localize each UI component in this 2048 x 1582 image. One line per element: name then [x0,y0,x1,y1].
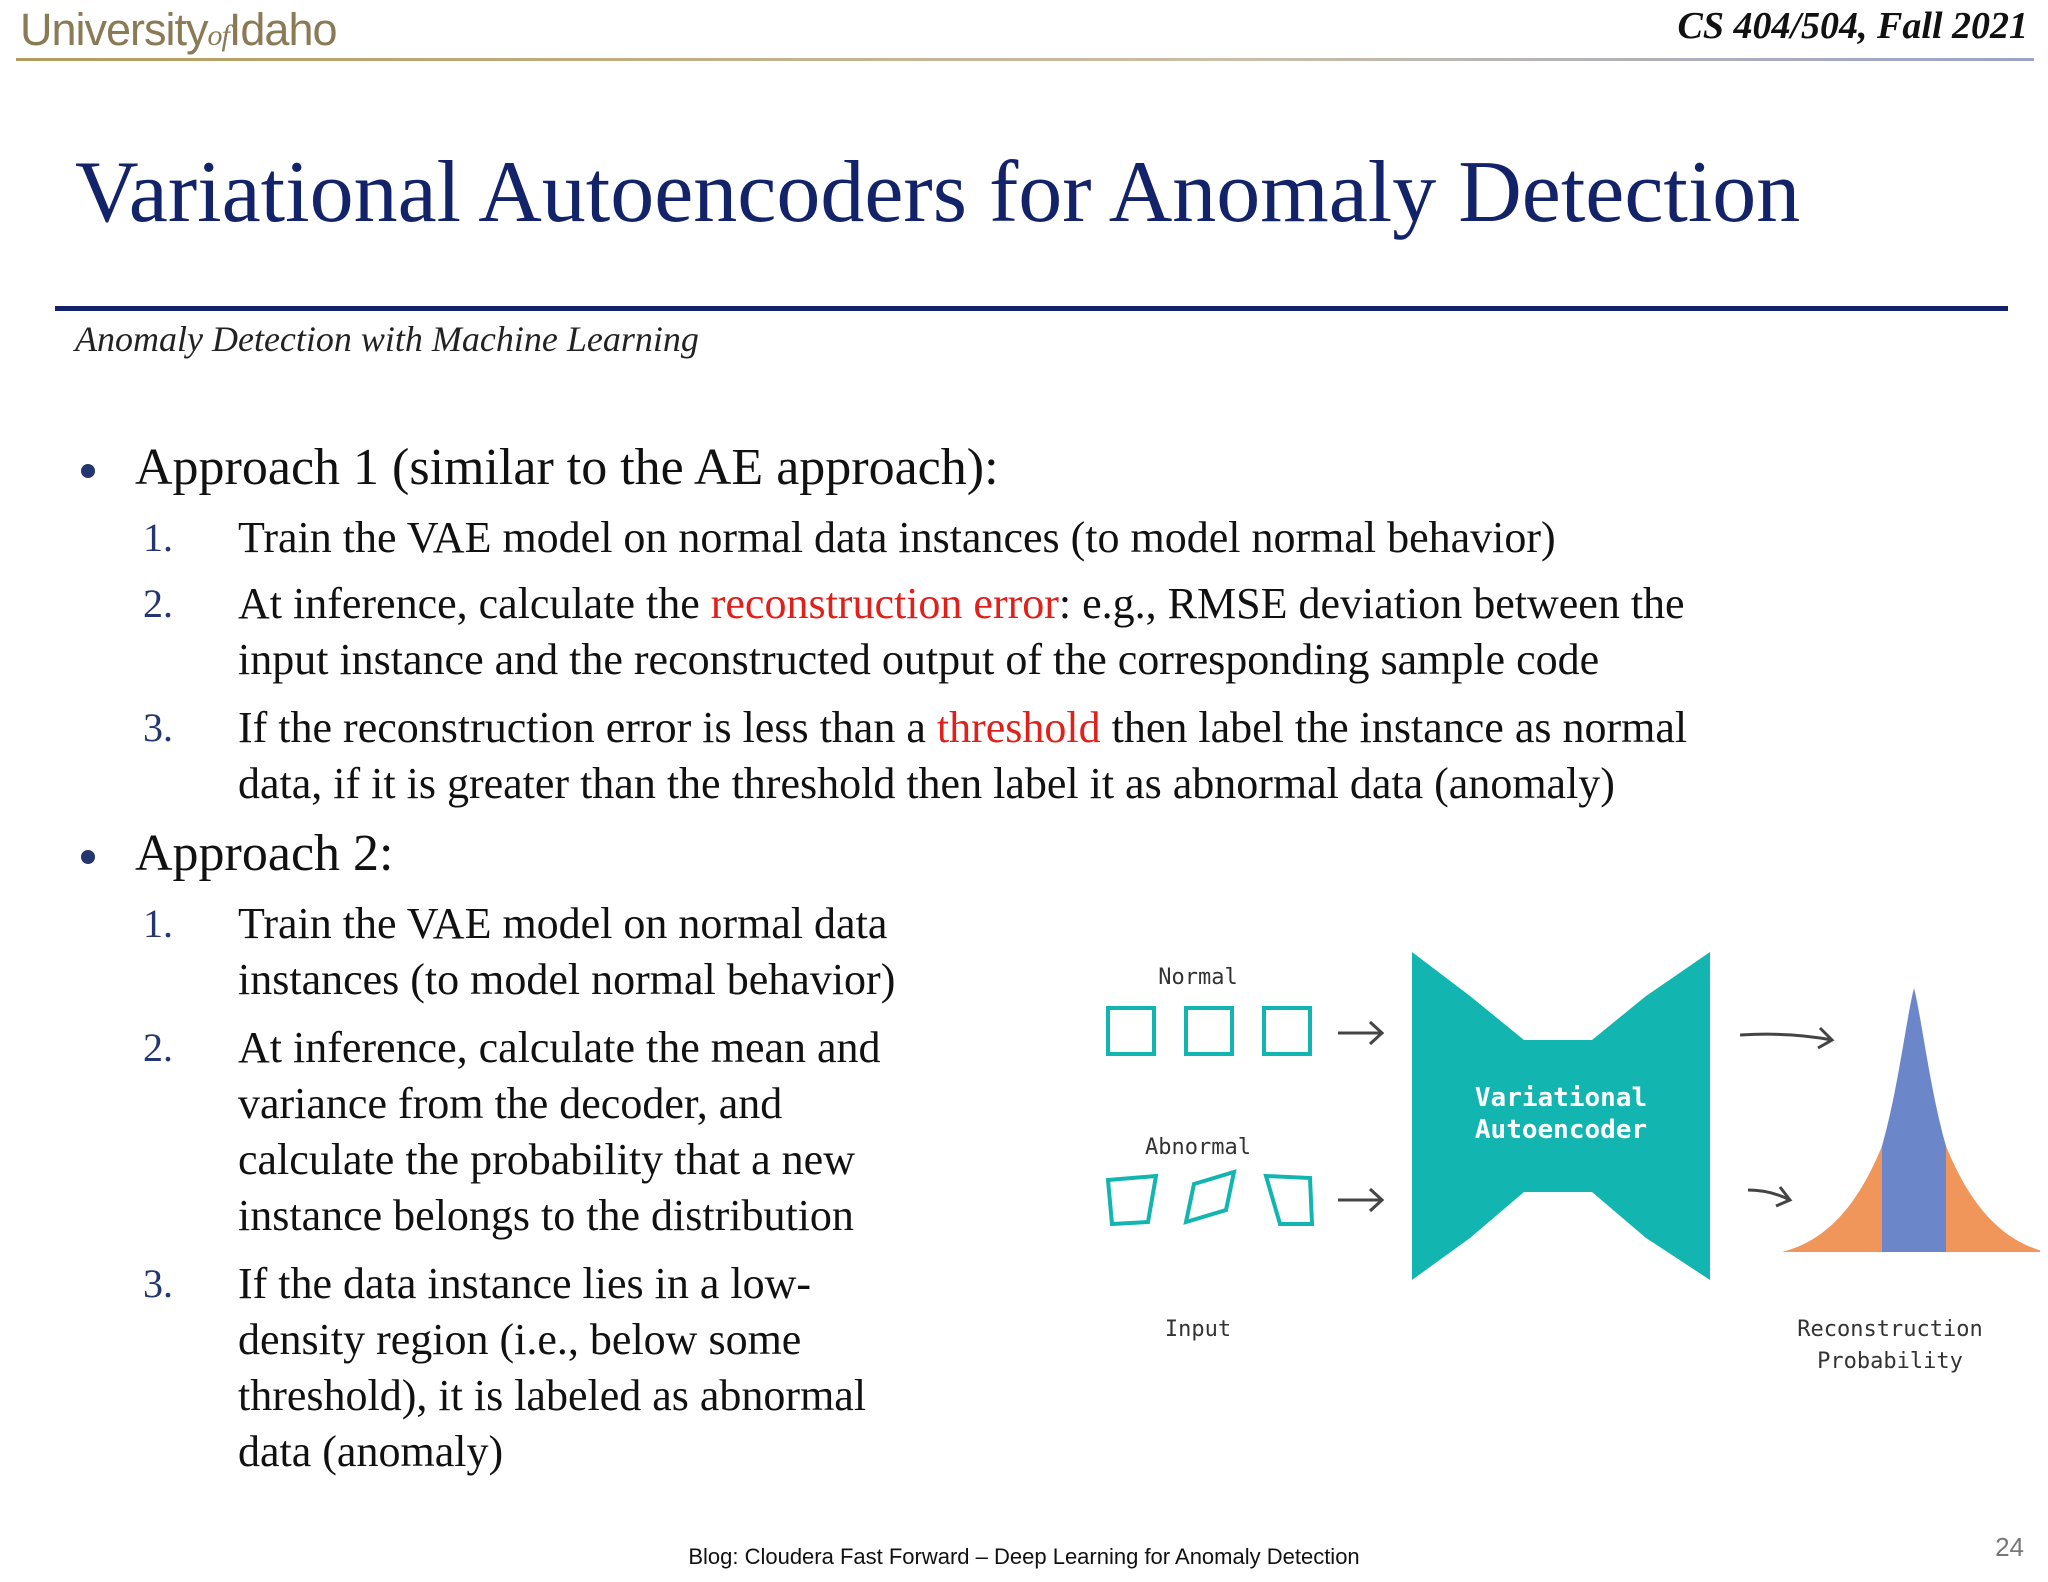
abnormal-shape-icon [1108,1176,1156,1224]
title-divider [55,306,2008,311]
abnormal-label: Abnormal [1145,1135,1251,1160]
logo-text-idaho: Idaho [228,4,337,55]
item-text: At inference, calculate the [238,579,711,628]
item-line: density region (i.e., below some [238,1315,802,1364]
abnormal-input-shapes [1108,1172,1312,1224]
logo-text-university: University [20,4,208,55]
arrow-right-icon [1338,1022,1382,1044]
vae-label-line-1: Variational [1474,1083,1648,1113]
item-text: then label the instance as normal [1100,703,1688,752]
item-number: 1. [143,901,173,946]
highlight-reconstruction-error: reconstruction error [710,579,1059,628]
item-line: instances (to model normal behavior) [238,955,896,1004]
item-line: If the data instance lies in a low- [238,1259,812,1308]
low-density-right [1946,1146,2040,1252]
input-label: Input [1164,1317,1232,1342]
item-line: calculate the probability that a new [238,1135,855,1184]
item-text: : e.g., RMSE deviation between the [1058,579,1685,628]
normal-square-icon [1264,1008,1310,1054]
normal-square-icon [1108,1008,1154,1054]
university-logo [20,4,337,56]
input-arrows [1338,1022,1382,1211]
output-arrows [1740,1028,1832,1206]
slide-subtitle: Anomaly Detection with Machine Learning [75,319,699,359]
output-label-line-1: Reconstruction [1797,1317,1983,1342]
item-line: variance from the decoder, and [238,1079,783,1128]
arrow-right-icon [1740,1028,1832,1048]
bullet-dot-icon [81,464,95,478]
arrow-right-icon [1748,1187,1790,1206]
bullet-dot-icon [81,850,95,864]
abnormal-shape-icon [1186,1172,1234,1222]
page-number: 24 [1995,1532,2024,1562]
item-line: instance belongs to the distribution [238,1191,854,1240]
normal-label: Normal [1158,965,1238,990]
course-label: CS 404/504, Fall 2021 [1677,5,2028,47]
output-label-line-2: Probability [1817,1349,1963,1374]
item-number: 2. [143,581,173,626]
item-text-line-2: data, if it is greater than the threshold then label it as abnormal data (anomaly) [238,759,1615,808]
item-line: threshold), it is labeled as abnormal [238,1371,867,1420]
normal-square-icon [1186,1008,1232,1054]
arrow-right-icon [1338,1189,1382,1211]
item-text: Train the VAE model on normal data instances (to model normal behavior) [238,513,1556,562]
item-number: 1. [143,515,173,560]
logo-text-of: of [207,19,229,52]
highlight-threshold: threshold [936,703,1101,752]
item-number: 3. [143,705,173,750]
vae-label-line-2: Autoencoder [1474,1115,1648,1145]
item-text-line-2: input instance and the reconstructed output of the corresponding sample code [238,635,1600,684]
approach-1-label: Approach 1 (similar to the AE approach): [135,439,999,496]
item-number: 2. [143,1025,173,1070]
item-number: 3. [143,1261,173,1306]
item-line: Train the VAE model on normal data [238,899,888,948]
normal-input-shapes [1108,1008,1310,1054]
vae-diagram [1090,940,2040,1400]
abnormal-shape-icon [1266,1176,1312,1224]
low-density-left [1782,1146,1882,1252]
header-divider [16,58,2034,61]
high-density-center [1882,988,1946,1252]
item-line: At inference, calculate the mean and [238,1023,881,1072]
slide-title: Variational Autoencoders for Anomaly Detection [75,144,1801,241]
approach-2-label: Approach 2: [135,825,394,882]
footer-citation: Blog: Cloudera Fast Forward – Deep Learning for Anomaly Detection [688,1544,1360,1569]
item-line: data (anomaly) [238,1427,504,1476]
item-text: If the reconstruction error is less than a [238,703,937,752]
